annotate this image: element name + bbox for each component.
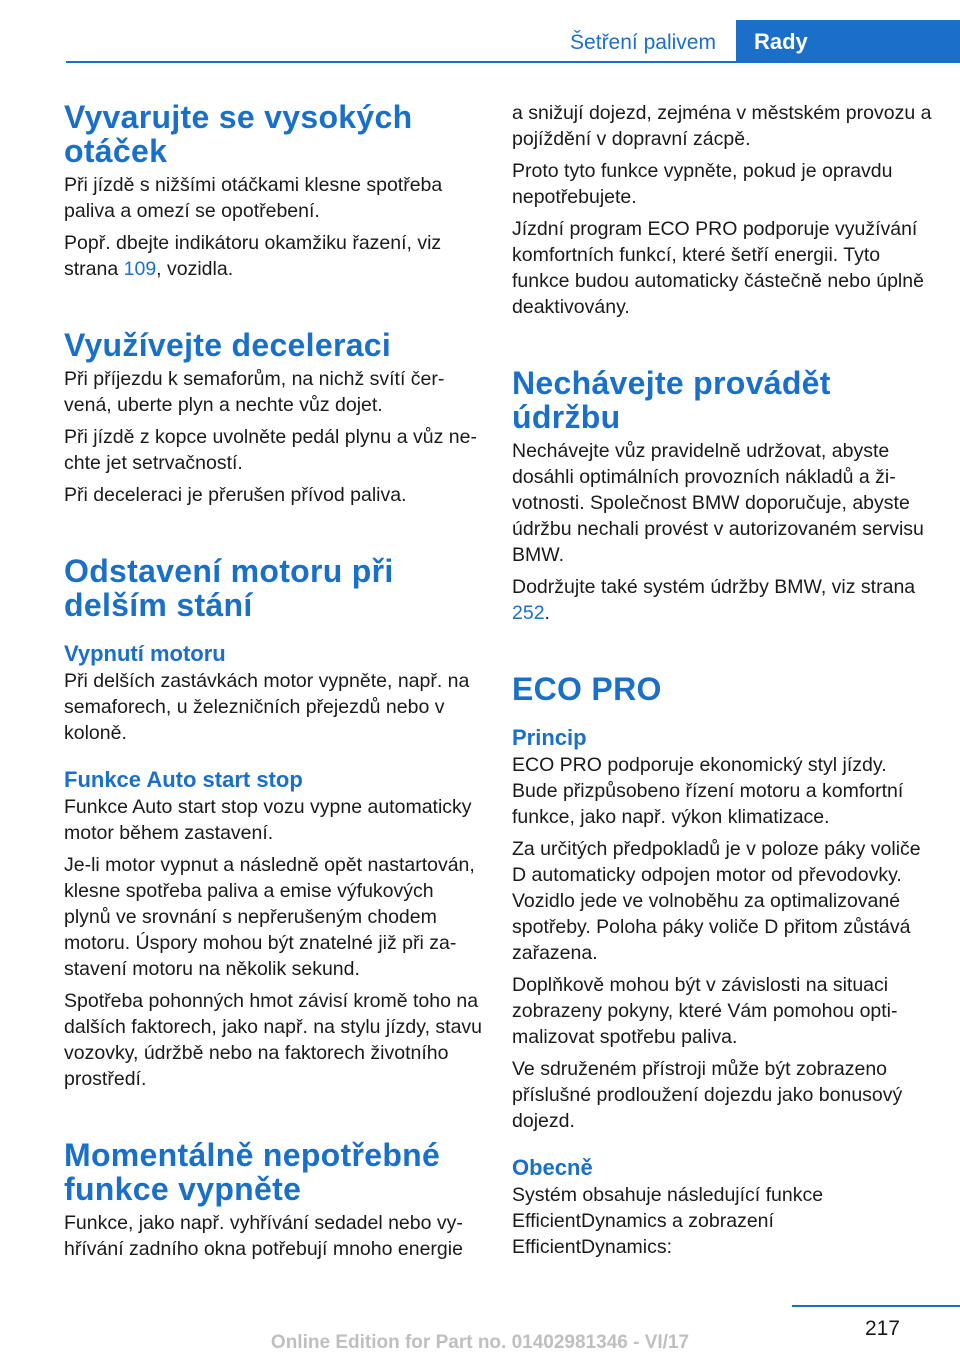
header-section-label: Šetření palivem bbox=[570, 31, 716, 54]
paragraph: Spotřeba pohonných hmot závisí kromě toho na dalších faktorech, jako např. na stylu jízdy, stavu vozovky, údržbě nebo na faktorech životního prostředí. bbox=[64, 990, 483, 1090]
text: Dodržujte také systém údržby BMW, viz strana bbox=[512, 576, 916, 598]
paragraph: a snižují dojezd, zejména v městském provozu a pojíždění v dopravní zácpě. bbox=[512, 102, 932, 150]
section-title-high-rpm: Vyvarujte se vysokých otáček bbox=[64, 99, 413, 169]
paragraph: Za určitých předpokladů je v poloze páky voliče D automaticky odpojen motor od převodovky. Vozidlo jede ve volnoběhu za optimalizované spotřeby. Poloha páky voliče D přitom zůstává zařazena. bbox=[512, 838, 921, 964]
right-column bbox=[512, 100, 932, 1266]
page-link-252[interactable]: 252 bbox=[512, 602, 545, 624]
paragraph: Při jízdě s nižšími otáčkami klesne spotřeba paliva a omezí se opotřebení. bbox=[64, 174, 443, 222]
section-title-engine-stop: Odstavení motoru při delším stání bbox=[64, 553, 394, 623]
paragraph: Proto tyto funkce vypněte, pokud je opravdu nepotřebujete. bbox=[512, 160, 893, 208]
subsection-title-general: Obecně bbox=[512, 1155, 593, 1180]
section-title-eco-pro: ECO PRO bbox=[512, 671, 662, 707]
left-column bbox=[64, 100, 484, 1268]
section-title-deceleration: Využívejte deceleraci bbox=[64, 327, 392, 363]
paragraph: Při delších zastávkách motor vypněte, např. na semaforech, u železničních přejezdů nebo v koloně. bbox=[64, 670, 470, 744]
paragraph: Systém obsahuje následující funkce EfficientDynamics a zobrazení EfficientDynamics: bbox=[512, 1184, 824, 1258]
paragraph: Ve sdruženém přístroji může být zobrazeno příslušné prodloužení dojezdu jako bonusový dojezd. bbox=[512, 1058, 903, 1132]
subsection-title-engine-off: Vypnutí motoru bbox=[64, 641, 226, 666]
subsection-title-principle: Princip bbox=[512, 725, 587, 750]
paragraph: Je-li motor vypnut a následně opět nastartován, klesne spotřeba paliva a emise výfukových plynů ve srovnání s nepřerušeným chodem motoru. Úspory mohou být znatelné již při zastavení motoru na několik sekund. bbox=[64, 854, 475, 980]
footer-edition-watermark: Online Edition for Part no. 01402981346 - VI/17 bbox=[270, 1332, 690, 1353]
paragraph: Při jízdě z kopce uvolněte pedál plynu a vůz nechte jet setrvačností. bbox=[64, 426, 478, 474]
subsection-title-auto-start-stop: Funkce Auto start stop bbox=[64, 767, 303, 792]
text: Popř. dbejte indikátoru okamžiku řazení, viz strana bbox=[64, 232, 442, 280]
page-number: 217 bbox=[864, 1317, 900, 1340]
section-title-switch-off-functions: Momentálně nepotřebné funkce vypněte bbox=[64, 1137, 441, 1207]
text: . bbox=[544, 602, 550, 624]
paragraph: Doplňkově mohou být v závislosti na situaci zobrazeny pokyny, které Vám pomohou optimalizovat spotřebu paliva. bbox=[512, 974, 898, 1048]
section-title-maintenance: Nechávejte provádět údržbu bbox=[512, 365, 831, 435]
page-link-109[interactable]: 109 bbox=[123, 258, 157, 280]
paragraph-with-link bbox=[64, 230, 484, 282]
paragraph: Při deceleraci je přerušen přívod paliva. bbox=[64, 484, 407, 506]
paragraph: ECO PRO podporuje ekonomický styl jízdy. Bude přizpůsobeno řízení motoru a komfortní funkce, jako např. výkon klimatizace. bbox=[512, 754, 904, 828]
paragraph: Jízdní program ECO PRO podporuje využívání komfortních funkcí, které šetří energii. Tyto funkce budou automaticky částečně nebo úplně deaktivovány. bbox=[512, 218, 924, 318]
text: , vozidla. bbox=[156, 258, 234, 280]
paragraph-with-link bbox=[512, 574, 932, 626]
paragraph: Nechávejte vůz pravidelně udržovat, abyste dosáhli optimálních provozních nákladů a životnosti. Společnost BMW doporučuje, abyste údržbu nechali provést v autorizovaném servisu BMW. bbox=[512, 440, 924, 566]
header-chapter-tab: Rady bbox=[736, 20, 960, 63]
paragraph: Při příjezdu k semaforům, na nichž svítí červená, uberte plyn a nechte vůz dojet. bbox=[64, 368, 445, 416]
page-number-rule bbox=[792, 1305, 960, 1307]
paragraph: Funkce Auto start stop vozu vypne automaticky motor během zastavení. bbox=[64, 796, 472, 844]
paragraph: Funkce, jako např. vyhřívání sedadel nebo vyhřívání zadního okna potřebují mnoho energie bbox=[64, 1212, 463, 1260]
